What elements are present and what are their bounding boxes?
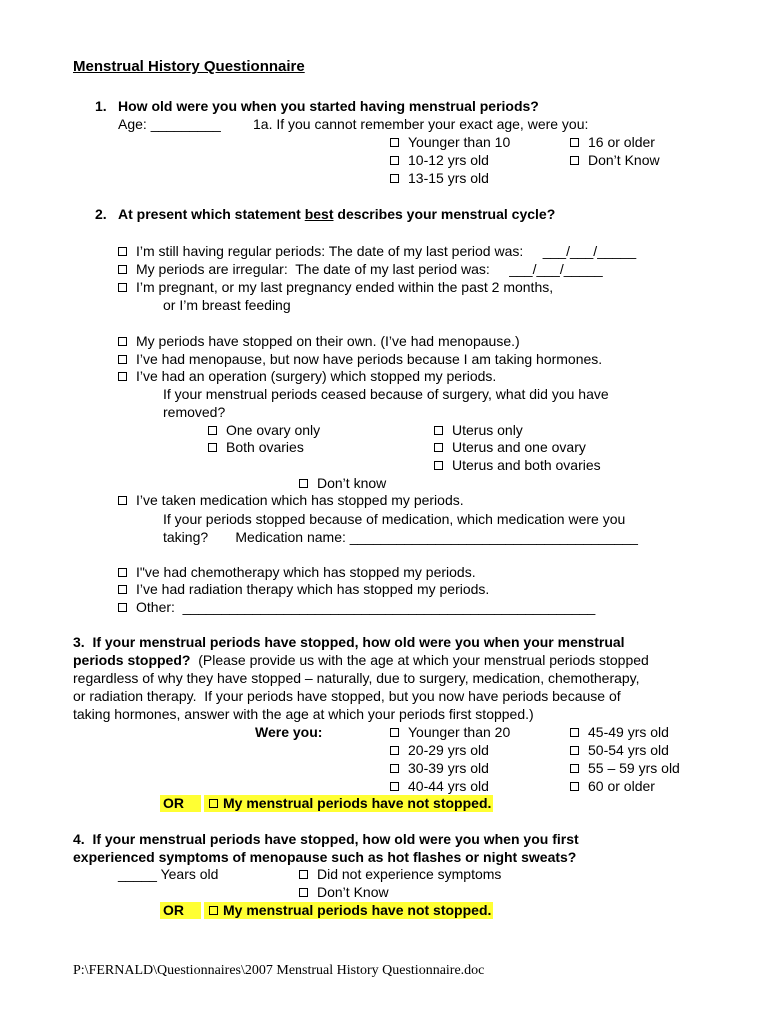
checkbox[interactable] bbox=[570, 782, 579, 791]
q1-option-dont-know[interactable]: Don’t Know bbox=[570, 152, 660, 169]
q1-option-10-12[interactable]: 10-12 yrs old bbox=[390, 152, 489, 169]
checkbox[interactable] bbox=[570, 138, 579, 147]
q3-line5: taking hormones, answer with the age at which your periods first stopped.) bbox=[73, 706, 534, 722]
checkbox[interactable] bbox=[118, 585, 127, 594]
q3-line4: or radiation therapy. If your periods have stopped, but you now have periods because of bbox=[73, 688, 621, 704]
q3-option-not-stopped[interactable]: My menstrual periods have not stopped. bbox=[204, 795, 493, 812]
checkbox[interactable] bbox=[390, 728, 399, 737]
q3-option-younger-20[interactable]: Younger than 20 bbox=[390, 724, 510, 741]
q2-surgery-question-cont: removed? bbox=[163, 404, 226, 420]
checkbox[interactable] bbox=[390, 156, 399, 165]
checkbox[interactable] bbox=[118, 372, 127, 381]
q2-medication-name-field[interactable]: taking? Medication name: _____________________________________ bbox=[163, 529, 638, 545]
q4-option-no-symptoms[interactable]: Did not experience symptoms bbox=[299, 866, 501, 883]
q4-or-label: OR bbox=[160, 902, 201, 919]
checkbox[interactable] bbox=[570, 764, 579, 773]
q3-option-20-29[interactable]: 20-29 yrs old bbox=[390, 742, 489, 759]
checkbox[interactable] bbox=[118, 603, 127, 612]
page-title: Menstrual History Questionnaire bbox=[73, 58, 305, 75]
q2-option-chemo[interactable]: I"ve had chemotherapy which has stopped my periods. bbox=[118, 564, 476, 581]
q2-surgery-uterus-only[interactable]: Uterus only bbox=[434, 422, 523, 439]
checkbox[interactable] bbox=[390, 174, 399, 183]
checkbox[interactable] bbox=[570, 728, 579, 737]
q2-surgery-one-ovary[interactable]: One ovary only bbox=[208, 422, 320, 439]
q2-option-irregular[interactable]: My periods are irregular: The date of my last period was: ___/___/_____ bbox=[118, 261, 603, 278]
q3-or-label: OR bbox=[160, 795, 201, 812]
q3-option-60-older[interactable]: 60 or older bbox=[570, 778, 655, 795]
q1-question: How old were you when you started having menstrual periods? bbox=[118, 98, 539, 114]
checkbox[interactable] bbox=[208, 443, 217, 452]
checkbox[interactable] bbox=[299, 888, 308, 897]
q2-option-hormones[interactable]: I’ve had menopause, but now have periods because I am taking hormones. bbox=[118, 351, 602, 368]
checkbox[interactable] bbox=[299, 870, 308, 879]
checkbox[interactable] bbox=[209, 799, 218, 808]
q3-were-you-label: Were you: bbox=[255, 724, 323, 740]
q2-option-regular[interactable]: I’m still having regular periods: The date of my last period was: ___/___/_____ bbox=[118, 243, 636, 260]
checkbox[interactable] bbox=[299, 479, 308, 488]
q3-option-45-49[interactable]: 45-49 yrs old bbox=[570, 724, 669, 741]
q1-option-younger-10[interactable]: Younger than 10 bbox=[390, 134, 510, 151]
q3-line3: regardless of why they have stopped – naturally, due to surgery, medication, chemotherapy, bbox=[73, 670, 640, 686]
checkbox[interactable] bbox=[434, 461, 443, 470]
q2-option-medication[interactable]: I’ve taken medication which has stopped my periods. bbox=[118, 492, 464, 509]
q2-option-other[interactable]: Other: _____________________________________________________ bbox=[118, 599, 595, 616]
checkbox[interactable] bbox=[208, 426, 217, 435]
q1-option-13-15[interactable]: 13-15 yrs old bbox=[390, 170, 489, 187]
q3-question-line2: periods stopped? (Please provide us with the age at which your menstrual periods stopped bbox=[73, 652, 649, 668]
checkbox[interactable] bbox=[434, 443, 443, 452]
q3-option-30-39[interactable]: 30-39 yrs old bbox=[390, 760, 489, 777]
q2-option-surgery[interactable]: I’ve had an operation (surgery) which stopped my periods. bbox=[118, 368, 496, 385]
checkbox[interactable] bbox=[118, 247, 127, 256]
q3-option-55-59[interactable]: 55 – 59 yrs old bbox=[570, 760, 680, 777]
checkbox[interactable] bbox=[390, 764, 399, 773]
q2-surgery-uterus-one-ovary[interactable]: Uterus and one ovary bbox=[434, 439, 586, 456]
checkbox[interactable] bbox=[118, 496, 127, 505]
checkbox[interactable] bbox=[570, 156, 579, 165]
checkbox[interactable] bbox=[118, 568, 127, 577]
q2-option-pregnant-cont: or I’m breast feeding bbox=[163, 297, 291, 313]
checkbox[interactable] bbox=[390, 782, 399, 791]
q1-age-field[interactable]: Age: _________ bbox=[118, 116, 221, 132]
q2-medication-question: If your periods stopped because of medication, which medication were you bbox=[163, 511, 626, 527]
q2-surgery-question: If your menstrual periods ceased because of surgery, what did you have bbox=[163, 386, 609, 402]
q4-question: 4. If your menstrual periods have stopped, how old were you when you first bbox=[73, 831, 579, 847]
checkbox[interactable] bbox=[390, 746, 399, 755]
q2-option-menopause[interactable]: My periods have stopped on their own. (I’ve had menopause.) bbox=[118, 333, 520, 350]
q2-question: At present which statement best describes your menstrual cycle? bbox=[118, 206, 556, 222]
checkbox[interactable] bbox=[118, 283, 127, 292]
checkbox[interactable] bbox=[118, 355, 127, 364]
q2-surgery-uterus-both-ovaries[interactable]: Uterus and both ovaries bbox=[434, 457, 601, 474]
checkbox[interactable] bbox=[570, 746, 579, 755]
q2-number: 2. bbox=[95, 206, 107, 222]
q2-option-pregnant[interactable]: I’m pregnant, or my last pregnancy ended within the past 2 months, bbox=[118, 279, 553, 296]
q2-surgery-dont-know[interactable]: Don’t know bbox=[299, 475, 386, 492]
q2-surgery-both-ovaries[interactable]: Both ovaries bbox=[208, 439, 304, 456]
checkbox[interactable] bbox=[209, 906, 218, 915]
q3-option-50-54[interactable]: 50-54 yrs old bbox=[570, 742, 669, 759]
checkbox[interactable] bbox=[390, 138, 399, 147]
q4-question-line2: experienced symptoms of menopause such as hot flashes or night sweats? bbox=[73, 849, 577, 865]
footer-file-path: P:\FERNALD\Questionnaires\2007 Menstrual History Questionnaire.doc bbox=[73, 963, 485, 978]
q2-option-radiation[interactable]: I’ve had radiation therapy which has stopped my periods. bbox=[118, 581, 489, 598]
q4-option-not-stopped[interactable]: My menstrual periods have not stopped. bbox=[204, 902, 493, 919]
q1-number: 1. bbox=[95, 98, 107, 114]
q1-option-16-older[interactable]: 16 or older bbox=[570, 134, 655, 151]
checkbox[interactable] bbox=[434, 426, 443, 435]
checkbox[interactable] bbox=[118, 265, 127, 274]
q3-question: 3. If your menstrual periods have stopped, how old were you when your menstrual bbox=[73, 634, 625, 650]
q3-option-40-44[interactable]: 40-44 yrs old bbox=[390, 778, 489, 795]
q4-option-dont-know[interactable]: Don’t Know bbox=[299, 884, 389, 901]
checkbox[interactable] bbox=[118, 337, 127, 346]
q1a-question: 1a. If you cannot remember your exact age, were you: bbox=[253, 116, 589, 132]
q4-years-old-field[interactable]: _____ Years old bbox=[118, 866, 219, 882]
